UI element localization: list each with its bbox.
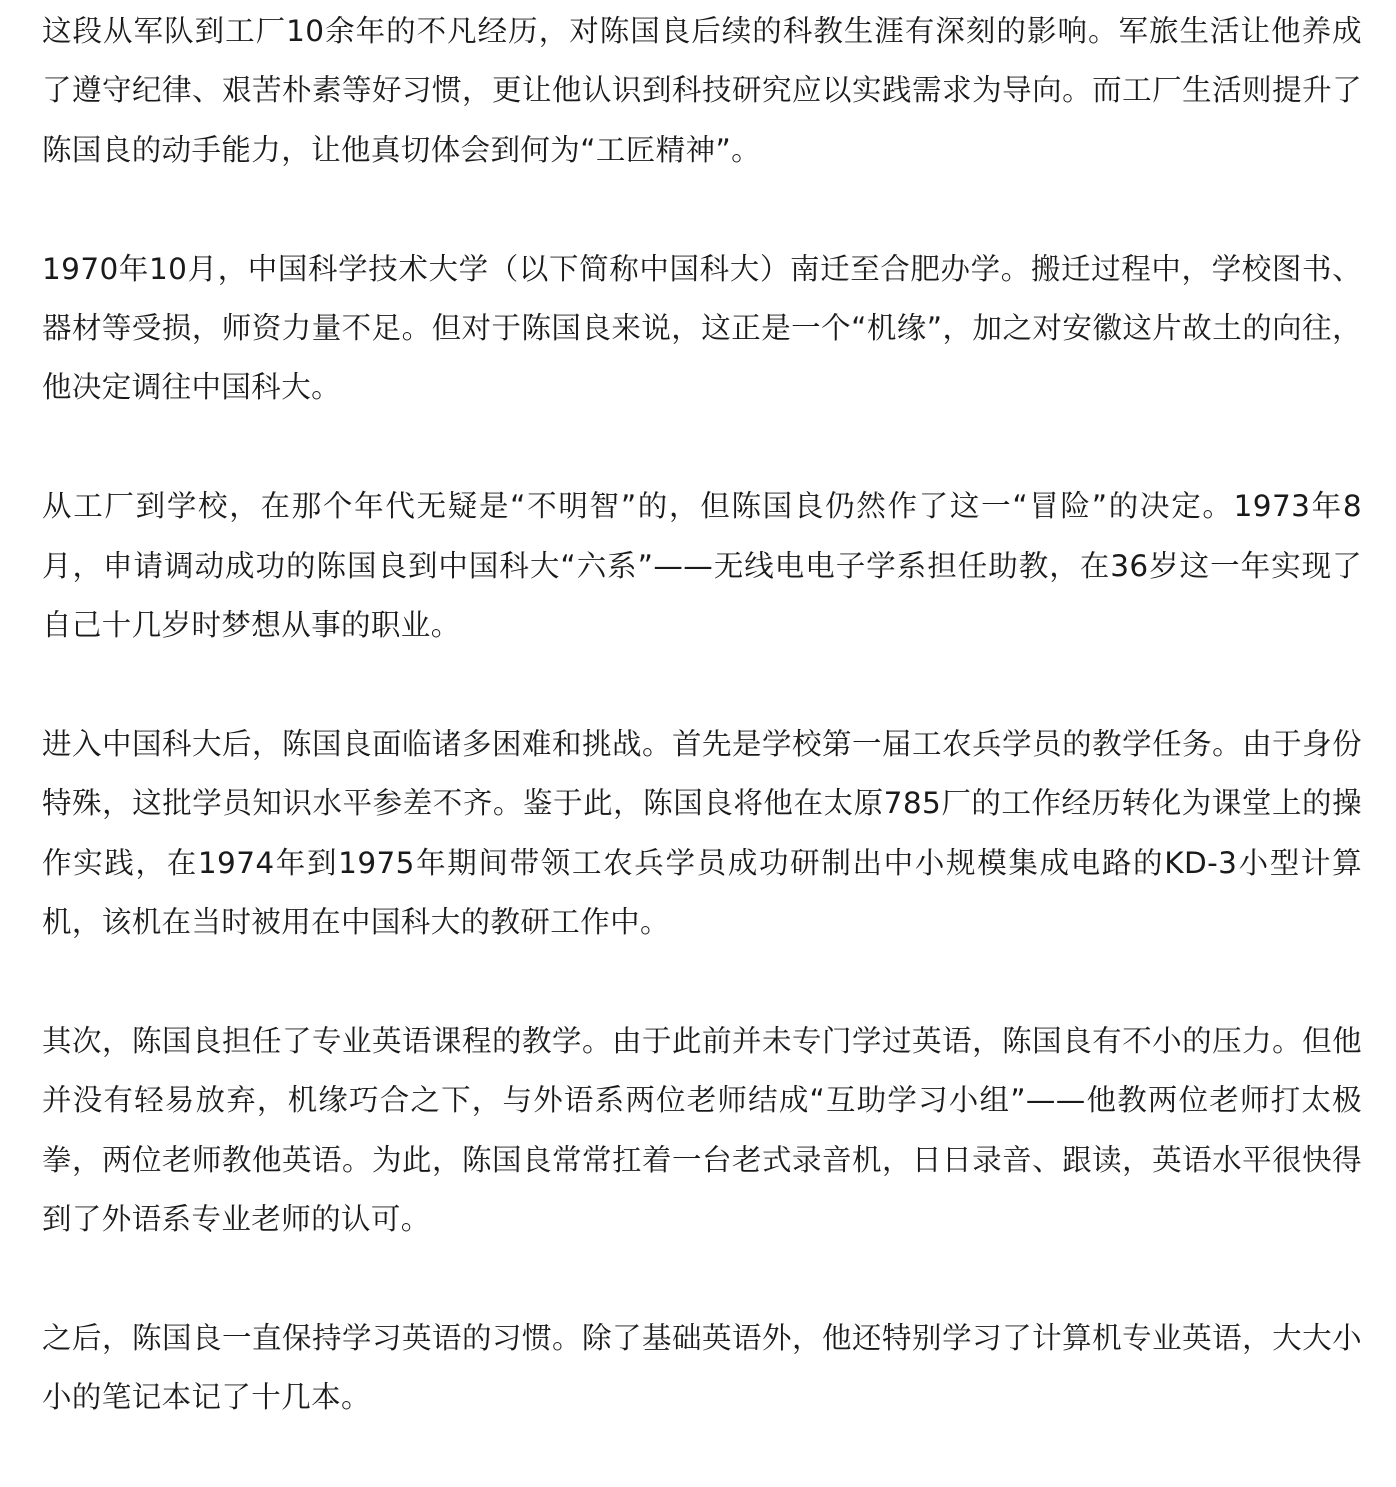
paragraph-3: 从工厂到学校，在那个年代无疑是“不明智”的，但陈国良仍然作了这一“冒险”的决定。1973年8月，申请调动成功的陈国良到中国科大“六系”——无线电电子学系担任助教，在36岁这一年实现了自己十几岁时梦想从事的职业。 — [42, 489, 1362, 643]
paragraph-2: 1970年10月，中国科学技术大学（以下简称中国科大）南迁至合肥办学。搬迁过程中，学校图书、器材等受损，师资力量不足。但对于陈国良来说，这正是一个“机缘”，加之对安徽这片故土的向往，他决定调往中国科大。 — [42, 251, 1362, 405]
paragraph-6: 之后，陈国良一直保持学习英语的习惯。除了基础英语外，他还特别学习了计算机专业英语，大大小小的笔记本记了十几本。 — [42, 1320, 1362, 1415]
paragraph-5: 其次，陈国良担任了专业英语课程的教学。由于此前并未专门学过英语，陈国良有不小的压力。但他并没有轻易放弃，机缘巧合之下，与外语系两位老师结成“互助学习小组”——他教两位老师打太极拳，两位老师教他英语。为此，陈国良常常扛着一台老式录音机，日日录音、跟读，英语水平很快得到了外语系专业老师的认可。 — [42, 1023, 1362, 1237]
paragraph-1: 这段从军队到工厂10余年的不凡经历，对陈国良后续的科教生涯有深刻的影响。军旅生活让他养成了遵守纪律、艰苦朴素等好习惯，更让他认识到科技研究应以实践需求为导向。而工厂生活则提升了陈国良的动手能力，让他真切体会到何为“工匠精神”。 — [42, 14, 1362, 167]
article-body — [42, 0, 1362, 1487]
paragraph-4: 进入中国科大后，陈国良面临诸多困难和挑战。首先是学校第一届工农兵学员的教学任务。由于身份特殊，这批学员知识水平参差不齐。鉴于此，陈国良将他在太原785厂的工作经历转化为课堂上的操作实践，在1974年到1975年期间带领工农兵学员成功研制出中小规模集成电路的KD-3小型计算机，该机在当时被用在中国科大的教研工作中。 — [42, 726, 1362, 940]
